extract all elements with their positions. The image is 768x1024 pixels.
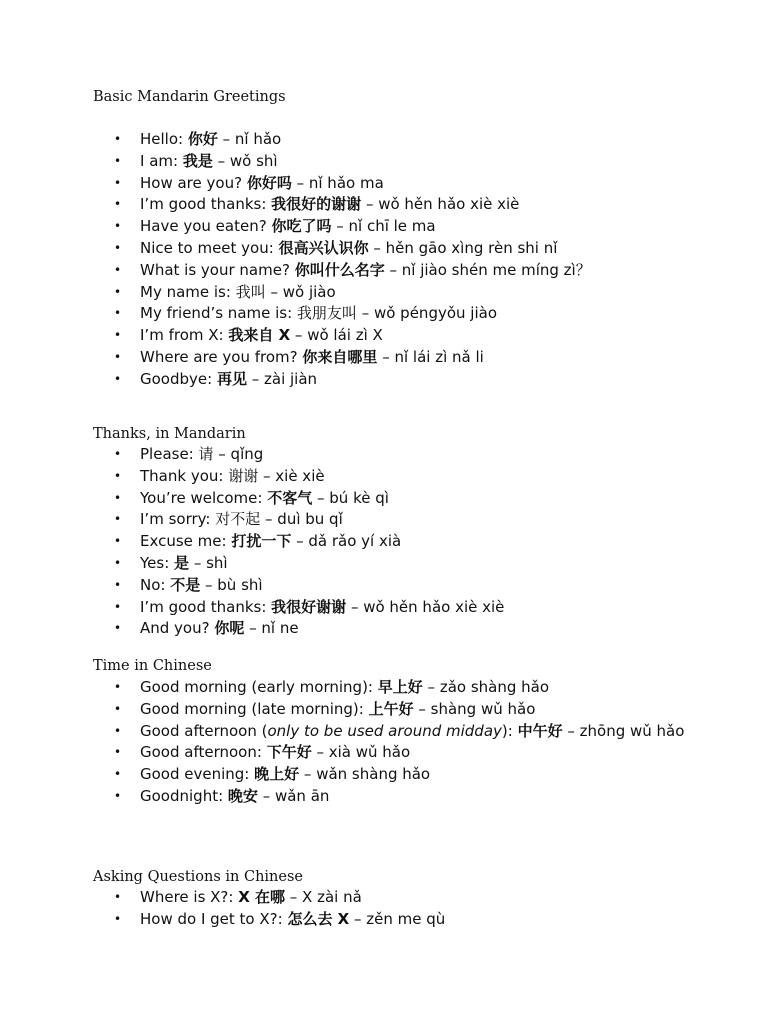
item-label: I’m from X: (140, 326, 229, 345)
pinyin-text: – zěn me qù (349, 909, 446, 928)
item-label: Please: (140, 445, 199, 463)
usage-note: only to be used around midday (267, 721, 502, 740)
chinese-text: 晚安 (227, 786, 258, 805)
list-item (0, 444, 768, 466)
list-item (0, 260, 768, 282)
pinyin-text: – wǒ hěn hǎo xiè xiè (361, 195, 520, 214)
list-item (0, 531, 768, 553)
greetings-list (0, 129, 768, 391)
pinyin-text: – wǒ hěn hǎo xiè xiè (346, 597, 505, 616)
pinyin-text: – wǒ péngyǒu jiào (356, 304, 497, 323)
item-label: Thank you: (140, 466, 229, 485)
chinese-text: 我很好谢谢 (271, 597, 347, 616)
item-label: Good morning (early morning): (140, 678, 378, 696)
chinese-text: 再见 (216, 369, 247, 388)
list-item (0, 194, 768, 216)
list-item (0, 325, 768, 347)
time-list (0, 677, 768, 807)
pinyin-text: – shì (189, 553, 228, 572)
list-item (0, 347, 768, 369)
list-item (0, 151, 768, 173)
list-item (0, 466, 768, 488)
chinese-text: 中午好 (517, 721, 563, 740)
pinyin-text: – nǐ hǎo ma (291, 173, 384, 192)
section-heading-time: Time in Chinese (93, 658, 212, 674)
item-label: You’re welcome: (140, 488, 268, 507)
chinese-text: 是 (174, 553, 190, 572)
chinese-text: 对不起 (215, 510, 261, 529)
chinese-text: 我是 (182, 151, 213, 170)
item-label: No: (140, 575, 171, 594)
pinyin-text: – nǐ jiào shén me míng zì？ (384, 260, 591, 279)
item-label: Nice to meet you: (140, 238, 279, 257)
list-item (0, 303, 768, 325)
pinyin-text: – nǐ lái zì nǎ li (377, 347, 484, 366)
pinyin-text: – wǎn ān (257, 786, 330, 805)
questions-list (0, 887, 768, 931)
list-item (0, 887, 768, 909)
pinyin-text: – wǎn shàng hǎo (299, 764, 431, 783)
list-item (0, 677, 768, 699)
item-label: My friend’s name is: (140, 304, 297, 323)
chinese-text: 你好吗 (246, 173, 292, 192)
item-label: Have you eaten? (140, 217, 272, 236)
pinyin-text: – wǒ jiào (265, 282, 336, 301)
list-item (0, 216, 768, 238)
pinyin-text: – nǐ chī le ma (331, 217, 436, 236)
pinyin-text: – dǎ rǎo yí xià (291, 532, 402, 551)
item-label: Hello: (140, 130, 188, 148)
chinese-text: 我来自 X (228, 326, 291, 345)
item-label: Good evening: (140, 764, 255, 783)
list-item (0, 597, 768, 619)
pinyin-text: – nǐ ne (244, 619, 299, 638)
chinese-text: 我朋友叫 (296, 304, 357, 323)
item-label: Good afternoon ( (140, 721, 268, 740)
chinese-text: 下午好 (266, 743, 312, 762)
item-label: And you? (140, 619, 215, 638)
chinese-text: 晚上好 (254, 764, 300, 783)
list-item (0, 129, 768, 151)
pinyin-text: – wǒ lái zì X (290, 326, 383, 345)
item-label: I’m good thanks: (140, 195, 272, 214)
item-label: Where are you from? (140, 347, 303, 366)
chinese-text: 你吃了吗 (271, 217, 332, 236)
pinyin-text: – duì bu qǐ (260, 510, 343, 529)
pinyin-text: – bù shì (200, 575, 263, 594)
item-label: Goodnight: (140, 786, 228, 805)
item-label-close: ): (501, 721, 518, 740)
list-item (0, 721, 768, 743)
pinyin-text: – zǎo shàng hǎo (422, 678, 550, 696)
item-label: What is your name? (140, 260, 295, 279)
chinese-text: 请 (198, 445, 214, 463)
item-label: How are you? (140, 173, 247, 192)
pinyin-text: – qǐng (213, 445, 264, 463)
list-item (0, 553, 768, 575)
chinese-text: 你呢 (214, 619, 245, 638)
chinese-text: 上午好 (368, 699, 414, 718)
pinyin-text: – zhōng wǔ hǎo (562, 721, 685, 740)
item-label: Good afternoon: (140, 743, 267, 762)
item-label: How do I get to X?: (140, 909, 288, 928)
section-heading-questions: Asking Questions in Chinese (93, 869, 303, 885)
chinese-text: 很高兴认识你 (278, 238, 369, 257)
item-label: Yes: (140, 553, 175, 572)
pinyin-text: – bú kè qì (312, 488, 389, 507)
chinese-text: 不客气 (267, 488, 313, 507)
item-label: Excuse me: (140, 532, 232, 551)
pinyin-text: – xiè xiè (258, 466, 325, 485)
chinese-text: 你好 (187, 130, 218, 148)
pinyin-text: – shàng wǔ hǎo (413, 699, 536, 718)
item-label: Goodbye: (140, 369, 217, 388)
chinese-text: X 在哪 (238, 888, 286, 906)
thanks-list (0, 444, 768, 640)
list-item (0, 699, 768, 721)
list-item (0, 786, 768, 808)
list-item (0, 238, 768, 260)
item-label: I’m sorry: (140, 510, 216, 529)
item-label: My name is: (140, 282, 236, 301)
pinyin-text: – wǒ shì (212, 151, 278, 170)
section-heading-thanks: Thanks, in Mandarin (93, 426, 246, 442)
chinese-text: 不是 (170, 575, 201, 594)
pinyin-text: – hěn gāo xìng rèn shi nǐ (368, 238, 558, 257)
list-item (0, 369, 768, 391)
list-item (0, 282, 768, 304)
pinyin-text: – zài jiàn (246, 369, 318, 388)
item-label: I’m good thanks: (140, 597, 272, 616)
item-label: I am: (140, 151, 183, 170)
chinese-text: 你叫什么名字 (294, 260, 385, 279)
chinese-text: 我叫 (235, 282, 266, 301)
list-item (0, 764, 768, 786)
list-item (0, 909, 768, 931)
item-label: Good morning (late morning): (140, 699, 369, 718)
chinese-text: 谢谢 (228, 466, 259, 485)
chinese-text: 你来自哪里 (302, 347, 378, 366)
item-label: Where is X?: (140, 888, 239, 906)
chinese-text: 打扰一下 (231, 532, 292, 551)
section-heading-greetings: Basic Mandarin Greetings (93, 89, 286, 105)
pinyin-text: – nǐ hǎo (217, 130, 282, 148)
list-item (0, 742, 768, 764)
list-item (0, 509, 768, 531)
chinese-text: 怎么去 X (287, 909, 350, 928)
list-item (0, 488, 768, 510)
list-item (0, 575, 768, 597)
list-item (0, 173, 768, 195)
chinese-text: 早上好 (377, 678, 423, 696)
chinese-text: 我很好的谢谢 (271, 195, 362, 214)
list-item (0, 618, 768, 640)
pinyin-text: – X zài nǎ (285, 888, 362, 906)
pinyin-text: – xià wǔ hǎo (311, 743, 411, 762)
